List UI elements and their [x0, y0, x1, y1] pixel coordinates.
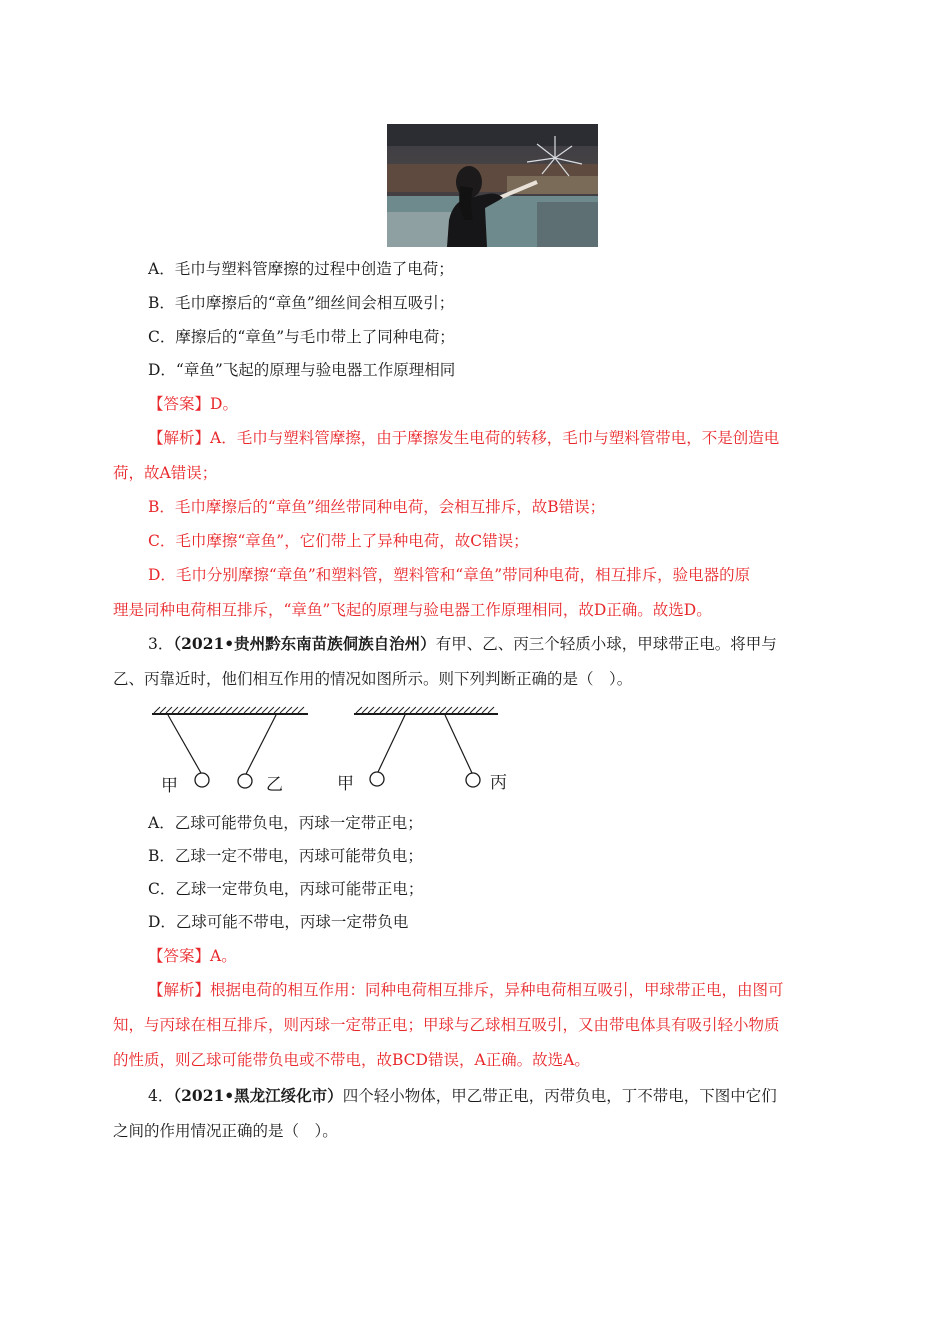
- q3-option-c: C．乙球一定带负电，丙球可能带正电；: [148, 880, 424, 898]
- q2-analysis-line-1: 【解析】A．毛巾与塑料管摩擦，由于摩擦发生电荷的转移，毛巾与塑料管带电，不是创造电: [148, 429, 780, 447]
- q3-analysis-line-1: 【解析】根据电荷的相互作用：同种电荷相互排斥，异种电荷相互吸引，甲球带正电，由图可: [148, 981, 784, 999]
- q3-stem-line-2: 乙、丙靠近时，他们相互作用的情况如图所示。则下列判断正确的是（ ）。: [113, 670, 633, 688]
- octopus-experiment-photo: [387, 124, 598, 247]
- q3-analysis-tag: 【解析】: [148, 981, 211, 999]
- q2-option-d: D．“章鱼”飞起的原理与验电器工作原理相同: [148, 361, 456, 379]
- q3-analysis-line-2: 知，与丙球在相互排斥，则丙球一定带正电；甲球与乙球相互吸引，又由带电体具有吸引轻小物质: [113, 1016, 780, 1034]
- q4-stem-line-1: 4．（2021•黑龙江绥化市）四个轻小物体，甲乙带正电，丙带负电，丁不带电，下图中它们: [148, 1086, 777, 1105]
- q3-number: 3．: [148, 635, 174, 653]
- q2-analysis-tag: 【解析】: [148, 429, 211, 447]
- q2-option-c: C．摩擦后的“章鱼”与毛巾带上了同种电荷；: [148, 328, 455, 346]
- q4-number: 4．: [148, 1087, 174, 1105]
- q3-answer-tag: 【答案】: [148, 947, 211, 965]
- q3-option-a: A．乙球可能带负电，丙球一定带正电；: [148, 814, 423, 832]
- q2-option-a: A．毛巾与塑料管摩擦的过程中创造了电荷；: [148, 260, 454, 278]
- label-jia-left: 甲: [161, 776, 178, 796]
- q3-analysis-line-3: 的性质，则乙球可能带负电或不带电，故BCD错误，A正确。故选A。: [113, 1051, 590, 1069]
- label-jia-right: 甲: [337, 774, 354, 794]
- q3-source: （2021•贵州黔东南苗族侗族自治州）: [173, 634, 436, 653]
- q2-analysis-line-3: B．毛巾摩擦后的“章鱼”细丝带同种电荷，会相互排斥，故B错误；: [148, 498, 606, 516]
- q3-answer: [148, 946, 873, 966]
- label-bing: 丙: [490, 773, 507, 793]
- q2-analysis-line-2: 荷，故A错误；: [113, 464, 218, 482]
- q4-source: （2021•黑龙江绥化市）: [173, 1086, 343, 1105]
- q2-answer-tag: 【答案】: [148, 395, 211, 413]
- q2-answer-value: D。: [210, 395, 238, 413]
- q4-stem-line-2: 之间的作用情况正确的是（ ）。: [113, 1122, 338, 1140]
- q3-option-b: B．乙球一定不带电，丙球可能带负电；: [148, 847, 423, 865]
- q2-analysis-line-4: C．毛巾摩擦“章鱼”，它们带上了异种电荷，故C错误；: [148, 532, 529, 550]
- label-yi: 乙: [266, 775, 283, 795]
- q3-pendulum-diagram: [140, 700, 520, 800]
- q2-analysis-line-5: D．毛巾分别摩擦“章鱼”和塑料管，塑料管和“章鱼”带同种电荷，相互排斥，验电器的原: [148, 566, 751, 584]
- q3-answer-value: A。: [210, 947, 237, 965]
- q2-answer: [148, 394, 873, 414]
- q3-option-d: D．乙球可能不带电，丙球一定带负电: [148, 913, 409, 931]
- q2-analysis-line-6: 理是同种电荷相互排斥，“章鱼”飞起的原理与验电器工作原理相同，故D正确。故选D。: [113, 601, 712, 619]
- q2-option-b: B．毛巾摩擦后的“章鱼”细丝间会相互吸引；: [148, 294, 455, 312]
- q3-stem-line-1: 3．（2021•贵州黔东南苗族侗族自治州）有甲、乙、丙三个轻质小球，甲球带正电。将甲与: [148, 634, 777, 653]
